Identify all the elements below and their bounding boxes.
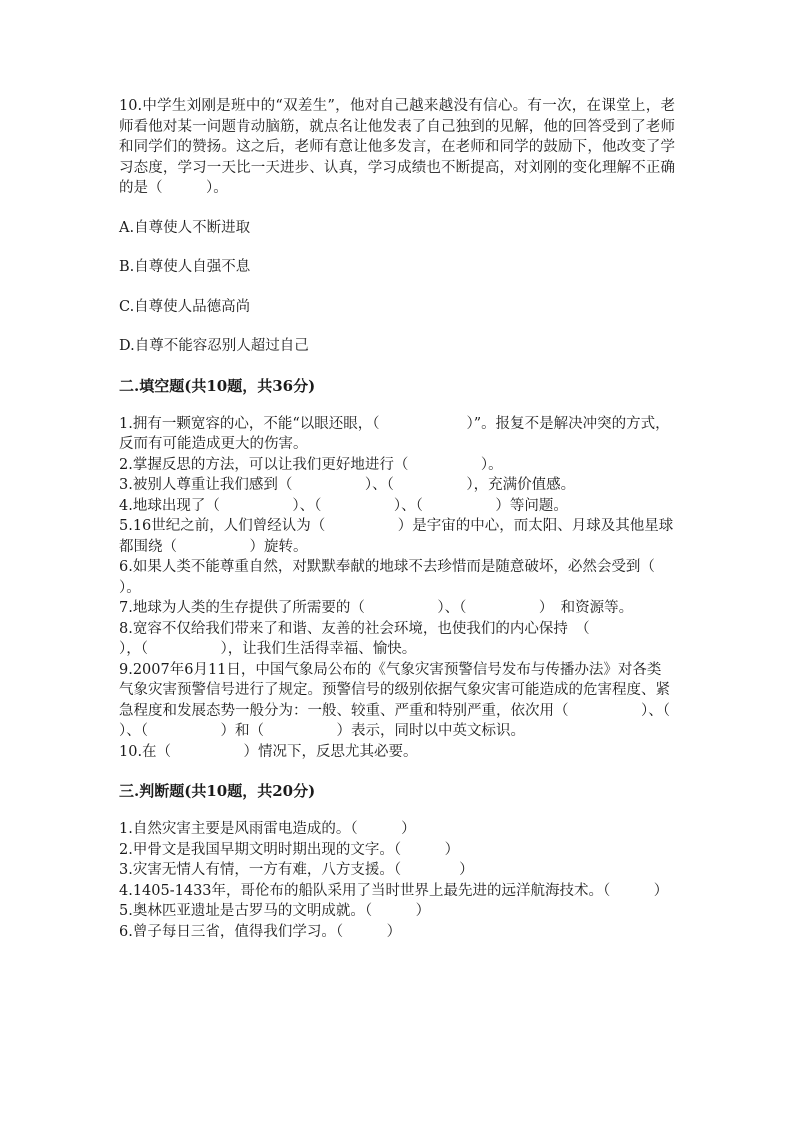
fill-blank-item: 10.在（ ）情况下，反思尤其必要。 [119,743,418,760]
true-false-item: 5.奥林匹亚遗址是古罗马的文明成就。（ ） [119,903,431,919]
fill-blank-item: 2.掌握反思的方法，可以让我们更好地进行（ ）。 [119,456,503,473]
option-b: B.自尊使人自强不息 [119,259,251,275]
section-2-title: 二.填空题(共10题，共36分) [119,376,316,395]
true-false-item: 2.甲骨文是我国早期文明时期出现的文字。（ ） [119,841,460,858]
true-false-item: 6.曾子每日三省，值得我们学习。（ ） [119,923,402,940]
fill-blank-list [119,414,743,763]
fill-blank-item: 5.16世纪之前，人们曾经认为（ ）是宇宙的中心，而太阳、月球及其他星球都围绕（ ）旋转。 [119,518,674,555]
fill-blank-item: 6.如果人类不能尊重自然，对默默奉献的地球不去珍惜而是随意破坏，必然会受到（ ）。 [119,559,728,596]
fill-blank-item: 7.地球为人类的生存提供了所需要的（ ）、（ ） 和资源等。 [119,600,634,616]
true-false-item: 4.1405-1433年，哥伦布的船队采用了当时世界上最先进的远洋航海技术。（ ） [119,882,669,899]
fill-blank-item: 4.地球出现了（ ）、（ ）、（ ）等问题。 [119,497,568,514]
section-3-title: 三.判断题(共10题，共20分) [119,782,316,800]
fill-blank-item: 1.拥有一颗宽容的心，不能“以眼还眼，（ ）”。报复不是解决冲突的方式，反而有可能造成更大的伤害。 [119,415,670,452]
true-false-item: 3.灾害无情人有情，一方有难，八方支援。（ ） [119,862,474,878]
option-c: C.自尊使人品德高尚 [119,298,251,315]
true-false-list [119,819,675,942]
fill-blank-item: 9.2007年6月11日，中国气象局公布的《气象灾害预警信号发布与传播办法》对各类气象灾害预警信号进行了规定。预警信号的级别依据气象灾害可能造成的危害程度、紧急程度和发展态势一般分为：一般、较重、严重和特别严重，依次用（ ）、（ ）、（ ）和（ ）表示，同时以中英文标识。 [119,661,743,739]
fill-blank-item: 3.被别人尊重让我们感到（ ）、（ ），充满价值感。 [119,477,576,493]
option-d: D.自尊不能容忍别人超过自己 [119,338,309,354]
fill-blank-item: 8.宽容不仅给我们带来了和谐、友善的社会环境，也使我们的内心保持 （ ），（ ），让我们生活得幸福、愉快。 [119,620,663,657]
question-10-stem: 10.中学生刘刚是班中的“双差生”，他对自己越来越没有信心。有一次，在课堂上，老师看他对某一问题肯动脑筋，就点名让他发表了自己独到的见解，他的回答受到了老师和同学们的赞扬。这之后，老师有意让他多发言，在老师和同学的鼓励下，他改变了学习态度，学习一天比一天进步、认真，学习成绩也不断提高，对刘刚的变化理解不正确的是（ ）。 [119,98,675,196]
document-page [119,96,743,942]
option-a: A.自尊使人不断进取 [119,219,251,236]
true-false-item: 1.自然灾害主要是风雨雷电造成的。（ ） [119,821,416,837]
